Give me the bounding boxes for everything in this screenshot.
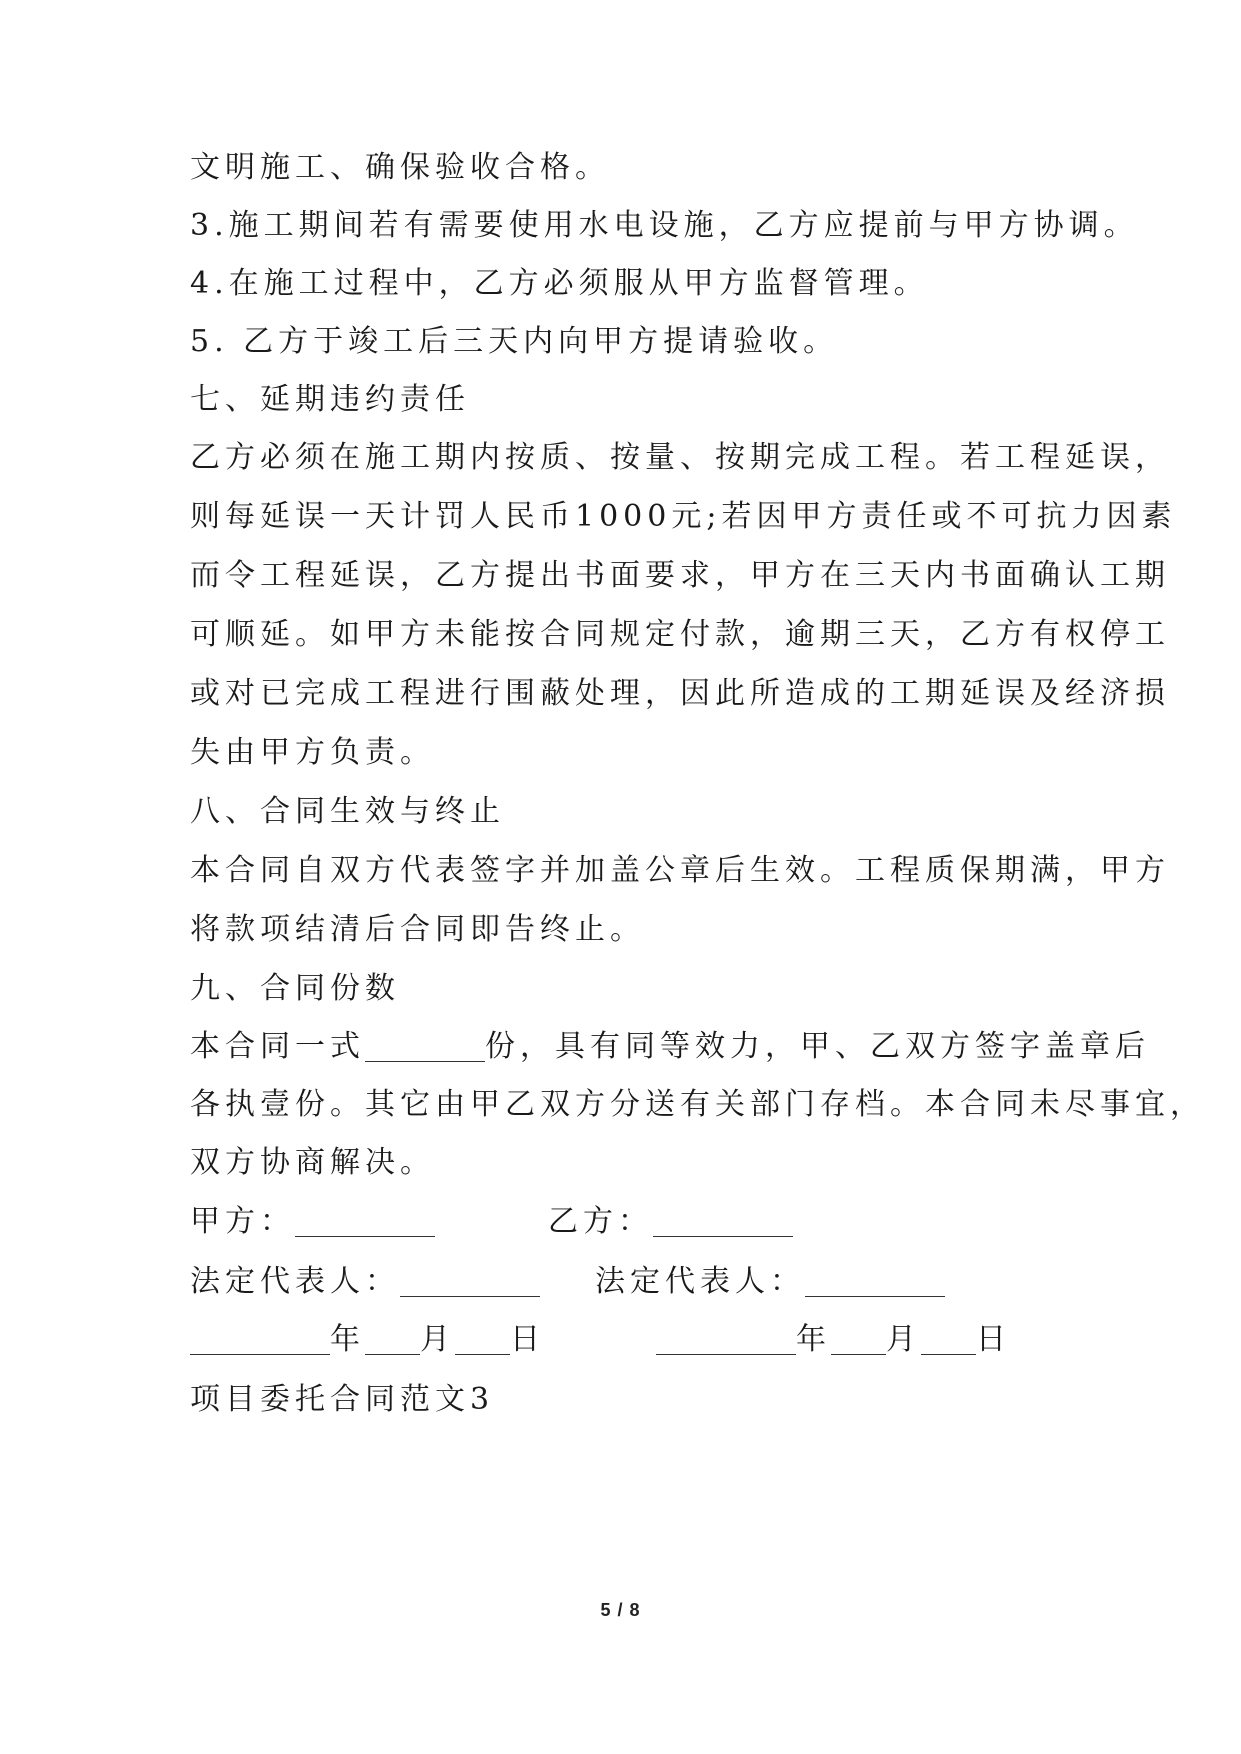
party-b-signature <box>548 1202 793 1242</box>
month-blank <box>365 1324 420 1355</box>
copies-prefix: 本合同一式 <box>190 1029 365 1064</box>
section-heading-7: 七、延期违约责任 <box>190 382 470 417</box>
copies-suffix: 份，具有同等效力，甲、乙双方签字盖章后 <box>485 1029 1150 1064</box>
month-blank <box>831 1324 886 1355</box>
paragraph-line: 各执壹份。其它由甲乙双方分送有关部门存档。本合同未尽事宜， <box>190 1087 1205 1122</box>
paragraph-line: 乙方必须在施工期内按质、按量、按期完成工程。若工程延误， <box>190 440 1170 475</box>
page-number: 5 / 8 <box>600 1600 641 1620</box>
rep-a-blank <box>400 1266 540 1297</box>
rep-a-signature <box>190 1262 540 1302</box>
paragraph-line: 可顺延。如甲方未能按合同规定付款，逾期三天，乙方有权停工 <box>190 617 1170 652</box>
year-blank <box>656 1324 796 1355</box>
party-a-signature <box>190 1202 435 1242</box>
rep-b-signature <box>595 1262 945 1302</box>
clause-5: 5. 乙方于竣工后三天内向甲方提请验收。 <box>190 324 839 359</box>
year-label: 年 <box>330 1322 365 1357</box>
year-label: 年 <box>796 1322 831 1357</box>
rep-b-blank <box>805 1266 945 1297</box>
paragraph-line: 而令工程延误，乙方提出书面要求，甲方在三天内书面确认工期 <box>190 558 1170 593</box>
copies-line <box>190 1027 1150 1067</box>
clause-4: 4.在施工过程中，乙方必须服从甲方监督管理。 <box>190 266 929 301</box>
paragraph-line: 双方协商解决。 <box>190 1145 435 1180</box>
paragraph-line: 则每延误一天计罚人民币1000元;若因甲方责任或不可抗力因素 <box>190 499 1177 534</box>
paragraph-line: 将款项结清后合同即告终止。 <box>190 912 645 947</box>
month-label: 月 <box>886 1322 921 1357</box>
day-label: 日 <box>510 1322 545 1357</box>
section-heading-9: 九、合同份数 <box>190 971 400 1006</box>
month-label: 月 <box>420 1322 455 1357</box>
paragraph-line: 失由甲方负责。 <box>190 735 435 770</box>
next-section-title: 项目委托合同范文3 <box>190 1382 495 1417</box>
copies-blank <box>365 1031 485 1062</box>
day-blank <box>455 1324 510 1355</box>
party-a-label: 甲方： <box>190 1204 295 1239</box>
clause-3: 3.施工期间若有需要使用水电设施，乙方应提前与甲方协调。 <box>190 208 1139 243</box>
paragraph-line: 或对已完成工程进行围蔽处理，因此所造成的工期延误及经济损 <box>190 676 1170 711</box>
year-blank <box>190 1324 330 1355</box>
party-a-blank <box>295 1206 435 1237</box>
party-b-label: 乙方： <box>548 1204 653 1239</box>
party-b-blank <box>653 1206 793 1237</box>
rep-a-label: 法定代表人： <box>190 1264 400 1299</box>
day-label: 日 <box>976 1322 1011 1357</box>
rep-b-label: 法定代表人： <box>595 1264 805 1299</box>
day-blank <box>921 1324 976 1355</box>
date-b <box>656 1320 1011 1360</box>
paragraph-line: 本合同自双方代表签字并加盖公章后生效。工程质保期满，甲方 <box>190 853 1170 888</box>
date-a <box>190 1320 545 1360</box>
paragraph-line: 文明施工、确保验收合格。 <box>190 150 610 185</box>
section-heading-8: 八、合同生效与终止 <box>190 794 505 829</box>
